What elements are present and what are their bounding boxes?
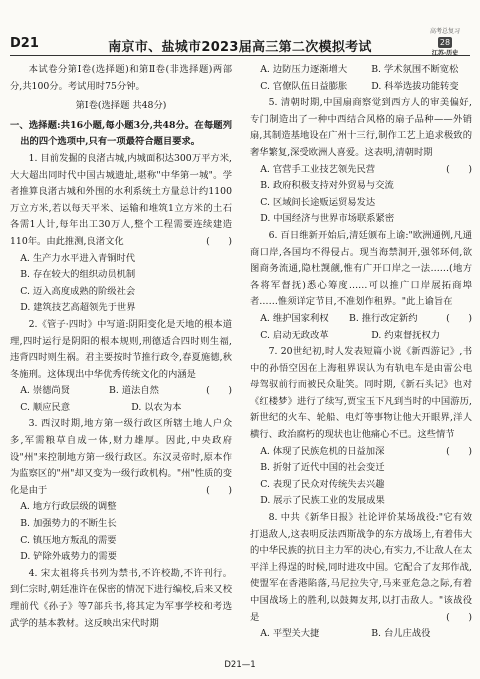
q1-option-b: B. 存在较大的组织动员机制 — [20, 269, 136, 281]
series-badge — [425, 26, 465, 57]
q2-stem: 2.《管子·四时》中写道:阴阳变化是天地的根本道理,四时运行是阴阳的根本规则,刑德适合四时则生福,违背四时则生祸。君主要按时节推行政令,春夏施德,秋冬施刑。这体现出中华优秀传统文化的内涵是 ( ) — [10, 317, 232, 383]
q7-option-c: C. 表现了民众对传统失去兴趣 — [260, 478, 385, 490]
right-column — [250, 62, 472, 643]
q7-option-b: B. 折射了近代中国的社会变迁 — [260, 462, 385, 474]
q5-option-a: A. 官营手工业技艺领先民营 — [260, 163, 376, 175]
q2-option-a: A. 崇德尚贤 — [20, 385, 71, 397]
q8-stem: 8. 中共《新华日报》社论评价某场战役:"它有效打退敌人,这表明反法西斯战争的东方战场上,有着伟大的中华民族的抗日主力军的决心,有实力,不让敌人在太平洋上得逞的时候,同时进攻中国。它配合了友邦作战,使盟军在香港陷落,马尼拉失守,马来亚危急之际,有着中国战场上的胜利,以鼓舞友邦,以打击敌人。"该战役是 ( ) — [250, 510, 472, 626]
exam-intro: 本试卷分第Ⅰ卷(选择题)和第Ⅱ卷(非选择题)两部分,共100分。考试用时75分钟。 — [10, 64, 232, 92]
question-2 — [10, 317, 232, 417]
q6-answer-paren: ( ) — [446, 312, 472, 324]
section-heading: 第Ⅰ卷(选择题 共48分) — [75, 100, 167, 112]
q7-stem: 7. 20世纪初,时人发表短篇小说《新西游记》,书中的孙悟空因在上海租界误认为有轨电车是由雷公电母驾驭前行而被民众耻笑。同时期,《新石头记》也对《红楼梦》进行了续写,贾宝玉下凡到当时的中国游历,新世纪的火车、轮船、电灯等事物让他大开眼界,洋人横行、政治腐朽的现状也让他痛心不已。这些情节 ( ) — [250, 344, 472, 444]
q5-option-b: B. 政府积极支持对外贸易与交流 — [260, 180, 394, 192]
q3-answer-paren: ( ) — [206, 484, 232, 496]
q2-option-d: D. 以农为本 — [131, 401, 182, 413]
q1-option-a: A. 生产力水平进入青铜时代 — [20, 252, 136, 264]
q1-option-d: D. 建筑技艺高超领先于世界 — [20, 302, 136, 314]
q4-option-d: D. 科举选拔功能转变 — [371, 80, 459, 92]
q5-stem: 5. 清朝时期,中国扇商察觉到西方人的审美偏好,专门制造出了一种中西结合风格的扇子品种——外销扇,其制造基地设在广州十三行,制作工艺上追求极致的奢华繁复,深受欧洲人喜爱。这表明,清朝时期 ( ) — [250, 95, 472, 161]
question-7 — [250, 344, 472, 510]
q4-stem: 4. 宋太祖将兵书列为禁书,不许校勘,不许刊行。到仁宗时,朝廷准许在保密的情况下进行编校,后来又校理前代《孙子》等7部兵书,将其定为军事学校和考选武学的基本教材。这反映出宋代时期 — [10, 567, 232, 629]
q2-option-c: C. 顺应民意 — [20, 401, 71, 413]
q3-option-d: D. 铲除外戚势力的需要 — [20, 551, 117, 563]
question-4-options — [250, 62, 472, 95]
question-1 — [10, 151, 232, 317]
q3-stem: 3. 西汉时期,地方第一级行政区所辖土地人户众多,军需粮草自成一体,财力雄厚。因此,中央政府设"州"来控制地方第一级行政区。东汉灵帝时,原本作为监察区的"州"却又变为一级行政机构。"州"性质的变化是由于 ( ) — [10, 416, 232, 499]
q8-option-a: A. 平型关大捷 — [260, 628, 320, 640]
q6-option-b: B. 推行改定新约 — [348, 312, 418, 324]
badge-series: 高考总复习 — [429, 28, 460, 35]
q6-option-d: D. 约束督抚权力 — [371, 329, 441, 341]
q3-option-b: B. 加强势力的不断生长 — [20, 518, 117, 530]
question-6 — [250, 228, 472, 344]
q2-answer-paren: ( ) — [206, 385, 232, 397]
header-rule — [10, 55, 470, 56]
paper-code: D21 — [10, 36, 39, 51]
q7-option-a: A. 体现了民族危机的日益加深 — [260, 445, 385, 457]
question-4 — [10, 566, 232, 632]
badge-number: 28 — [439, 38, 451, 47]
section-instruction: 一、选择题:共16小题,每小题3分,共48分。在每题列出的四个选项中,只有一项最符合题目要求。 — [10, 119, 232, 148]
question-8 — [250, 510, 472, 643]
q5-option-d: D. 中国经济与世界市场联系紧密 — [260, 213, 395, 225]
left-column — [10, 62, 232, 632]
q7-answer-paren: ( ) — [446, 445, 472, 457]
question-3 — [10, 416, 232, 565]
q1-stem: 1. 目前发掘的良渚古城,内城面积达300万平方米,大大超出同时代中国古城遗址,堪称"中华第一城"。学者推算良渚古城和外围的水利系统土方量总计约1100万立方米,若以每天平米、运输和堆筑1立方米的土石各需1人计,每年出工30万人,整个工程需要连续建造110年。由此推测,良渚文化 ( ) — [10, 151, 232, 251]
q6-option-c: C. 启动无政改革 — [260, 329, 329, 341]
q1-answer-paren: ( ) — [206, 235, 232, 247]
q8-option-b: B. 台儿庄战役 — [371, 628, 431, 640]
q4-option-c: C. 官僚队伍日益膨胀 — [260, 80, 348, 92]
q5-answer-paren: ( ) — [446, 163, 472, 175]
q3-option-c: C. 镇压地方叛乱的需要 — [20, 534, 117, 546]
q6-stem: 6. 百日维新开始后,清廷颁布上谕:"欧洲通例,凡通商口岸,各国均不得侵占。现当海禁洞开,强邻环伺,欲图商务流通,隐杜觊觎,惟有广开口岸之一法……(地方各将军督抚)悉心筹度……可以推广口岸展拓商埠者……惟须详定节目,不准划作租界。"此上谕旨在 ( ) — [250, 228, 472, 311]
q4-option-b: B. 学术氛围不断宽松 — [371, 64, 459, 75]
q7-option-d: D. 展示了民族工业的发展成果 — [260, 495, 385, 507]
page-number: D21—1 — [224, 660, 256, 670]
q8-answer-paren: ( ) — [446, 611, 472, 623]
badge-subject: 江苏·历史 — [431, 50, 459, 57]
q2-option-b: B. 道法自然 — [108, 385, 159, 397]
q1-option-c: C. 迈入高度成熟的阶级社会 — [20, 285, 136, 297]
exam-title: 南京市、盐城市2023届高三第二次模拟考试 — [108, 40, 372, 55]
q4-option-a: A. 边防压力逐渐增大 — [260, 64, 348, 75]
q6-option-a: A. 维护国家利权 — [260, 312, 329, 324]
question-5 — [250, 95, 472, 228]
q3-option-a: A. 地方行政层级的调整 — [20, 501, 117, 513]
q5-option-c: C. 区域间长途贩运贸易发达 — [260, 196, 376, 208]
